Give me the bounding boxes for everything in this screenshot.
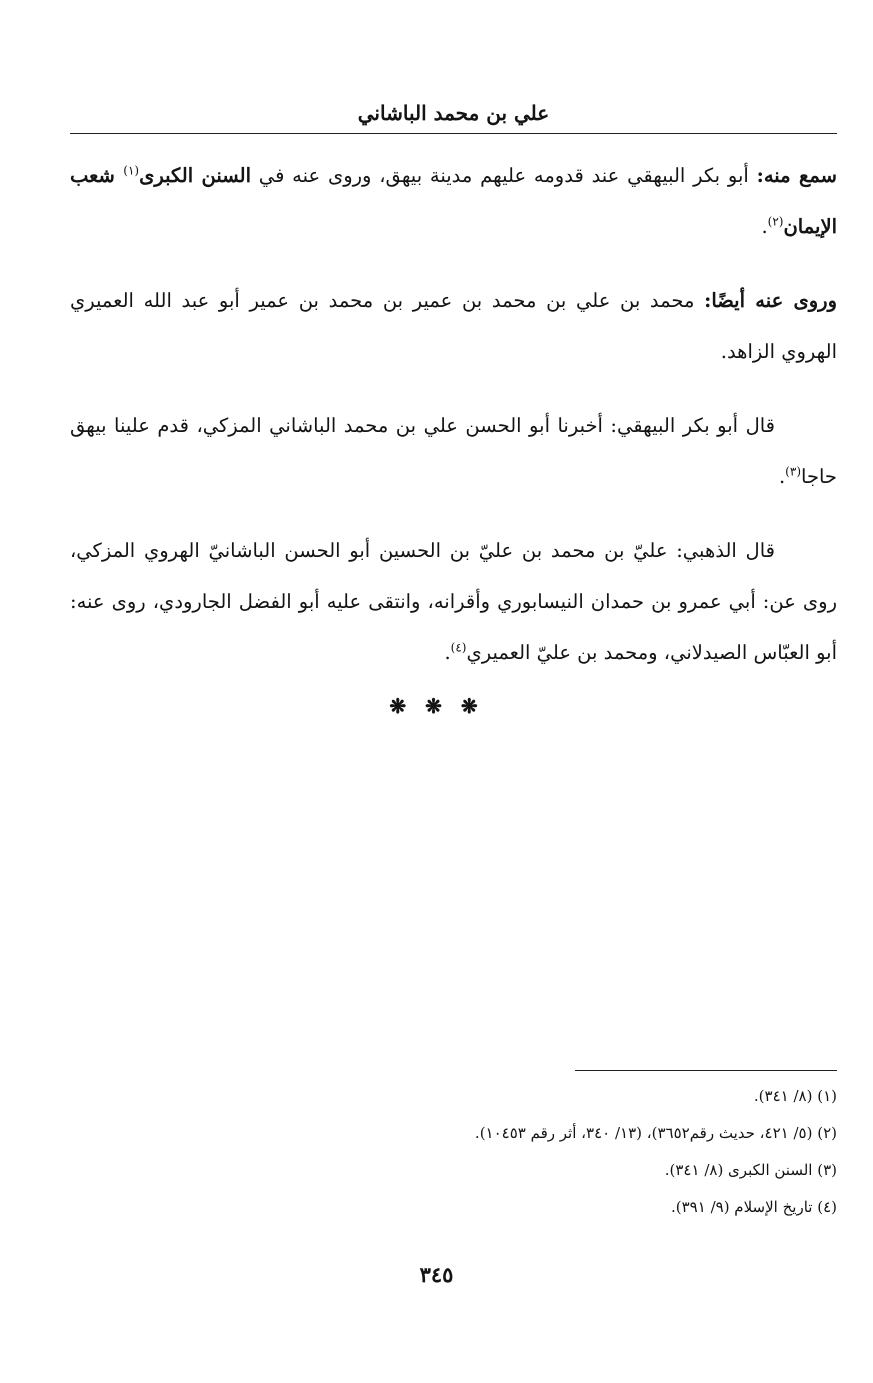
footnote-ref-2[interactable]: (٢) bbox=[767, 214, 784, 229]
footnote-ref-3[interactable]: (٣) bbox=[785, 464, 801, 479]
footnote-3: (٣) السنن الكبرى (٨/ ٣٤١). bbox=[664, 1161, 837, 1179]
footnote-ref-4[interactable]: (٤) bbox=[450, 640, 467, 655]
paragraph-dhahabi-quote bbox=[70, 525, 837, 678]
footnote-rule bbox=[575, 1070, 837, 1071]
book-title-shuab: شعب الإيمان bbox=[70, 164, 837, 238]
paragraph-heard-from bbox=[70, 150, 837, 252]
paragraph-text: محمد بن علي بن محمد بن عمير بن محمد بن عمير أبو عبد الله العميري الهروي الزاهد. bbox=[70, 289, 837, 363]
paragraph-end: . bbox=[761, 215, 768, 238]
main-text bbox=[70, 150, 837, 701]
footnote-ref-1[interactable]: (١) bbox=[123, 163, 140, 178]
paragraph-lead: وروى عنه أيضًا: bbox=[704, 289, 837, 312]
running-header: علي بن محمد الباشاني bbox=[357, 101, 550, 125]
header-rule bbox=[70, 133, 837, 134]
book-title-sunan: السنن الكبرى bbox=[139, 164, 252, 187]
paragraph-text: قال الذهبي: عليّ بن محمد بن عليّ بن الحسين أبو الحسن الباشانيّ الهروي المزكي، روى عن: أبي عمرو بن حمدان النيسابوري وأقرانه، وانتقى عليه أبو الفضل الجارودي، روى عنه: أبو العبّاس الصيدلاني، ومحمد بن عليّ العميري bbox=[70, 539, 837, 664]
paragraph-lead: سمع منه: bbox=[756, 164, 837, 187]
page-number: ٣٤٥ bbox=[419, 1262, 454, 1287]
paragraph-end: . bbox=[444, 641, 451, 664]
paragraph-bayhaqi-quote bbox=[70, 400, 837, 502]
footnote-2: (٢) (٥/ ٤٢١، حديث رقم٣٦٥٢)، (١٣/ ٣٤٠، أثر رقم ١٠٤٥٣). bbox=[474, 1124, 837, 1142]
paragraph-text: قال أبو بكر البيهقي: أخبرنا أبو الحسن علي بن محمد الباشاني المزكي، قدم علينا بيهق حاجا bbox=[70, 414, 837, 488]
footnote-4: (٤) تاريخ الإسلام (٩/ ٣٩١). bbox=[671, 1198, 837, 1216]
paragraph-end: . bbox=[778, 465, 786, 488]
footnotes bbox=[70, 1078, 837, 1226]
paragraph-narrated-also bbox=[70, 275, 837, 377]
paragraph-text: أبو بكر البيهقي عند قدومه عليهم مدينة بيهق، وروى عنه في bbox=[251, 164, 757, 187]
footnote-1: (١) (٨/ ٣٤١). bbox=[753, 1087, 837, 1105]
section-separator: ❋ ❋ ❋ bbox=[389, 694, 484, 718]
